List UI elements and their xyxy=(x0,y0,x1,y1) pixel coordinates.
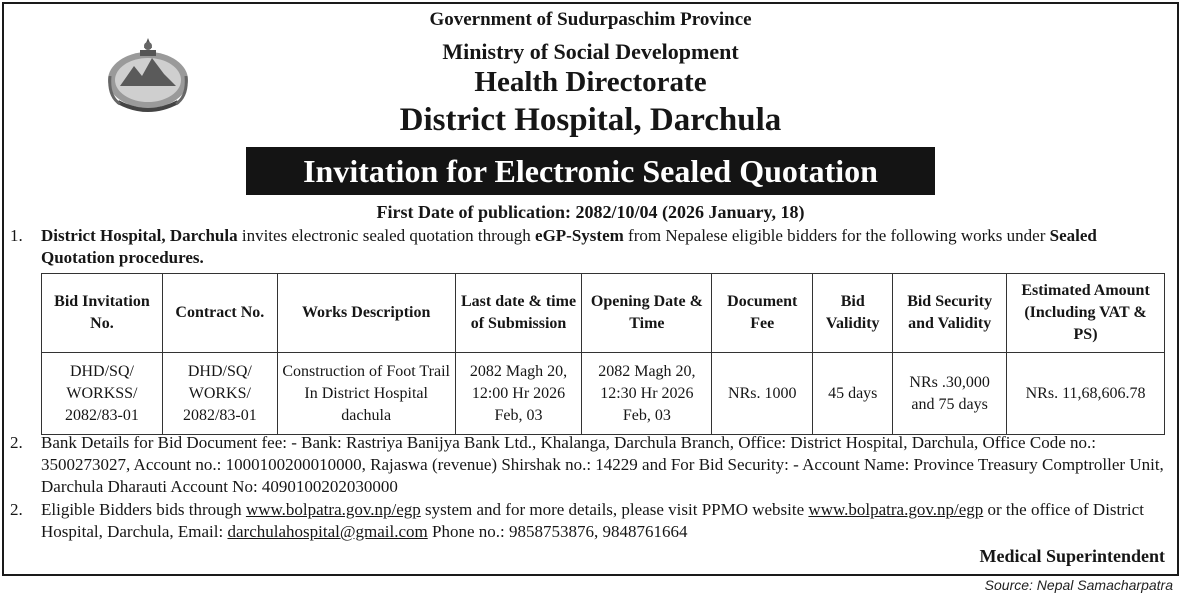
table-cell: 45 days xyxy=(813,353,893,435)
eligibility-text: Eligible Bidders bids through xyxy=(41,500,246,519)
bank-details-text: Bank Details for Bid Document fee: - Bank: Rastriya Banijya Bank Ltd., Khalanga, Darchula Branch, Office: District Hospital, Darchula, Office Code no.: 3500273027, Account no.: 1000100200010000, Rajaswa (revenue) Shirshak no.: 14229 and For Bid Security: - Account Name: Province Treasury Comptroller Unit, Darchula Dharauti Account No: 4090100202030000 xyxy=(41,433,1164,496)
bolpatra-link[interactable]: www.bolpatra.gov.np/egp xyxy=(245,500,421,519)
email-link[interactable]: darchulahospital@gmail.com xyxy=(227,522,428,541)
bid-table xyxy=(41,273,1165,435)
table-cell: DHD/SQ/ WORKSS/ 2082/83-01 xyxy=(42,353,163,435)
notice-title-banner: Invitation for Electronic Sealed Quotation xyxy=(246,147,935,195)
egp-system: eGP-System xyxy=(535,226,624,245)
column-header: Opening Date & Time xyxy=(582,274,712,353)
government-heading: Government of Sudurpaschim Province xyxy=(429,9,752,30)
procedure-type: Sealed Quotation procedures. xyxy=(41,226,1097,267)
paragraph-eligibility xyxy=(10,499,1171,543)
invitation-text: invites electronic sealed quotation through xyxy=(237,226,536,245)
ppmo-link[interactable]: www.bolpatra.gov.np/egp xyxy=(808,500,984,519)
table-cell: 2082 Magh 20, 12:30 Hr 2026 Feb, 03 xyxy=(582,353,712,435)
hospital-heading: District Hospital, Darchula xyxy=(399,102,782,138)
eligibility-text-2: system and for more details, please visit PPMO website xyxy=(420,500,809,519)
column-header: Bid Invitation No. xyxy=(42,274,163,353)
column-header: Document Fee xyxy=(712,274,813,353)
table-cell: NRs. 11,68,606.78 xyxy=(1007,353,1165,435)
column-header: Estimated Amount (Including VAT & PS) xyxy=(1007,274,1165,353)
table-cell: Construction of Foot Trail In District Hospital dachula xyxy=(277,353,455,435)
invitation-text-2: from Nepalese eligible bidders for the following works under xyxy=(623,226,1050,245)
table-header-row xyxy=(42,274,1165,353)
directorate-heading: Health Directorate xyxy=(474,66,707,98)
table-row xyxy=(42,353,1165,435)
paragraph-number: 2. xyxy=(10,433,23,452)
table-cell: 2082 Magh 20, 12:00 Hr 2026 Feb, 03 xyxy=(455,353,582,435)
table-cell: NRs. 1000 xyxy=(712,353,813,435)
column-header: Works Description xyxy=(277,274,455,353)
source-credit: Source: Nepal Samacharpatra xyxy=(984,577,1173,593)
paragraph-number: 1. xyxy=(10,226,23,245)
eligibility-text-3: or the office of District Hospital, Darchula, Email: xyxy=(41,500,1144,541)
organization-name: District Hospital, Darchula xyxy=(41,226,238,245)
column-header: Bid Security and Validity xyxy=(893,274,1007,353)
column-header: Last date & time of Submission xyxy=(455,274,582,353)
ministry-heading: Ministry of Social Development xyxy=(442,39,739,64)
phone-text: Phone no.: 9858753876, 9848761664 xyxy=(427,522,688,541)
paragraph-number: 2. xyxy=(10,500,23,519)
column-header: Contract No. xyxy=(162,274,277,353)
signatory-title: Medical Superintendent xyxy=(979,546,1165,566)
table-cell: DHD/SQ/ WORKS/ 2082/83-01 xyxy=(162,353,277,435)
paragraph-invitation xyxy=(10,225,1171,269)
publication-date: First Date of publication: 2082/10/04 (2026 January, 18) xyxy=(376,202,805,222)
column-header: Bid Validity xyxy=(813,274,893,353)
paragraph-bank-details xyxy=(10,432,1171,498)
table-cell: NRs .30,000 and 75 days xyxy=(893,353,1007,435)
